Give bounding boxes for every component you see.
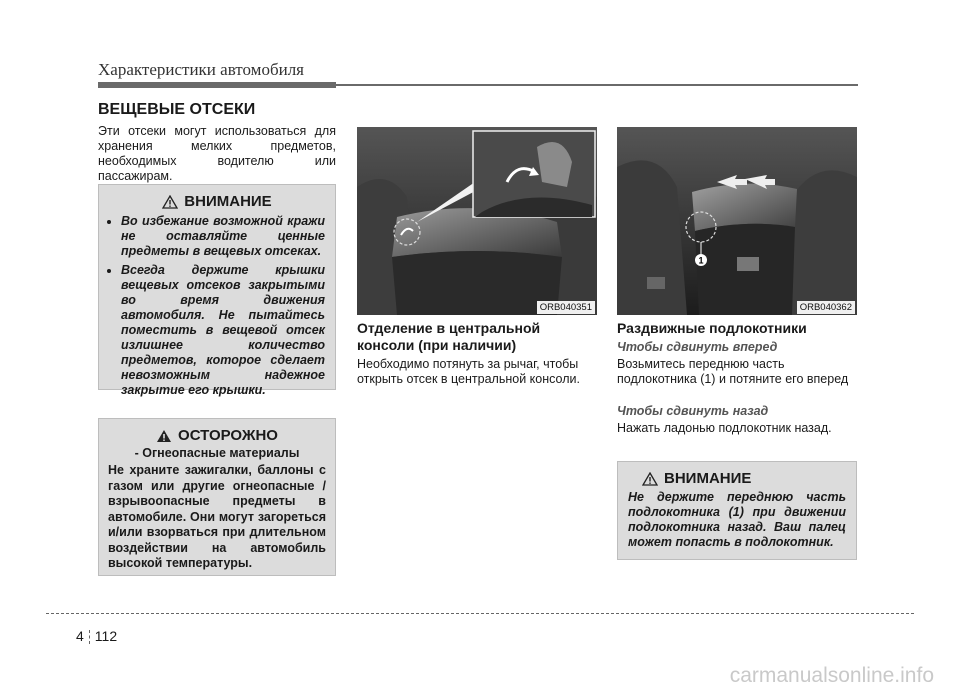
armrest-heading: Раздвижные подлокотники xyxy=(617,320,807,336)
armrest-caution-box xyxy=(617,461,857,560)
callout-number: 1 xyxy=(698,255,704,266)
armrest-photo xyxy=(617,127,857,315)
console-heading: Отделение в центральной консоли (при наличии) xyxy=(357,320,541,353)
caution-item: • Всегда держите крышки вещевых отсеков закрытыми во время движения автомобиля. Не пытайтесь поместить в вещевой отсек излишнее количество предметов, которое сделает невозможным надежное закрытие его крышки. xyxy=(121,263,325,398)
armrest-back-subheading: Чтобы сдвинуть назад xyxy=(617,404,769,418)
warning-title: ОСТОРОЖНО xyxy=(178,427,278,444)
armrest-back-text: Нажать ладонью подлокотник назад. xyxy=(617,421,832,435)
caution-triangle-icon xyxy=(162,195,178,209)
page-number xyxy=(76,628,117,644)
chapter-header: Характеристики автомобиля xyxy=(98,60,304,79)
chapter-number: 4 xyxy=(76,628,84,644)
caution-title: ВНИМАНИЕ xyxy=(184,193,272,210)
warning-box xyxy=(98,418,336,576)
warning-subtitle: - Огнеопасные материалы xyxy=(134,446,300,460)
header-rule xyxy=(98,84,858,86)
armrest-figure xyxy=(617,127,857,315)
warning-body: Не храните зажигалки, баллоны с газом или другие огнеопасные / взрывоопасные предметы в автомобиле. Они могут загореться и/или взорваться при длительном воздействии на автомобиль высокой температуры. xyxy=(108,463,326,570)
warning-triangle-icon xyxy=(156,429,172,443)
console-photo xyxy=(357,127,597,315)
caution-item: • Во избежание возможной кражи не оставляйте ценные предметы в вещевых отсеках. xyxy=(121,214,325,259)
caution-title-row xyxy=(109,193,325,210)
armrest-caution-body: Не держите переднюю часть подлокотника (1) при движении подлокотника назад. Ваш палец может попасть в подлокотник. xyxy=(628,490,846,549)
page-separator xyxy=(89,630,90,644)
page-number-value: 112 xyxy=(94,628,118,644)
console-text: Необходимо потянуть за рычаг, чтобы открыть отсек в центральной консоли. xyxy=(357,357,580,386)
footer-rule xyxy=(46,613,914,614)
section-title: ВЕЩЕВЫЕ ОТСЕКИ xyxy=(98,101,256,118)
caution-box xyxy=(98,184,336,397)
warning-title-row xyxy=(108,427,326,444)
figure-code: ORB040351 xyxy=(537,301,595,314)
caution-triangle-icon xyxy=(642,472,658,486)
armrest-caution-title-row xyxy=(628,470,846,487)
section-intro: Эти отсеки могут использоваться для хранения мелких предметов, необходимых водителю или пассажирам. xyxy=(98,124,336,183)
armrest-forward-text: Возьмитесь переднюю часть подлокотника (1) и потяните его вперед xyxy=(617,357,849,386)
console-figure xyxy=(357,127,597,315)
armrest-forward-subheading: Чтобы сдвинуть вперед xyxy=(617,340,778,354)
armrest-caution-title: ВНИМАНИЕ xyxy=(664,470,752,487)
watermark: carmanualsonline.info xyxy=(729,664,934,687)
figure-code: ORB040362 xyxy=(797,301,855,314)
caution-list xyxy=(109,214,325,398)
